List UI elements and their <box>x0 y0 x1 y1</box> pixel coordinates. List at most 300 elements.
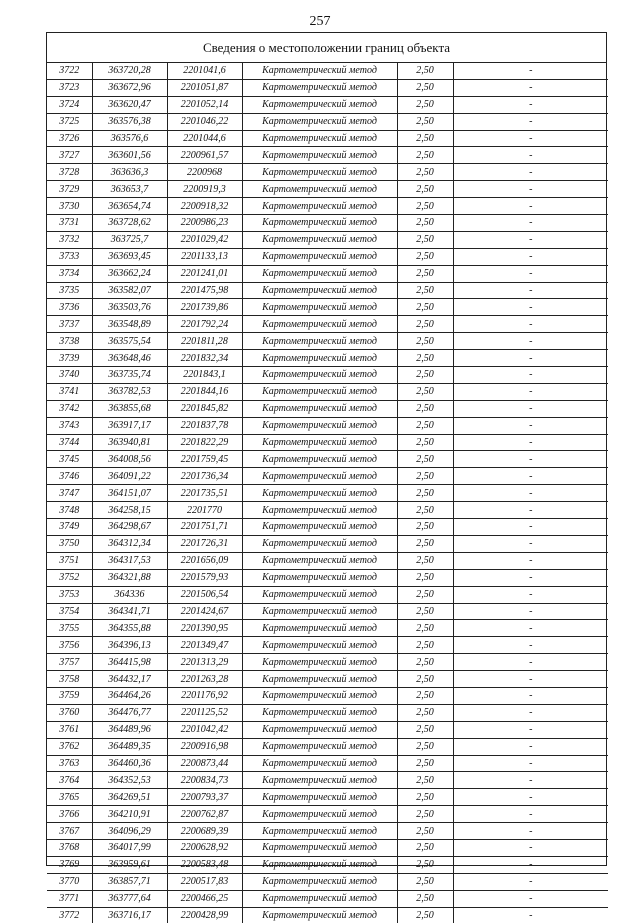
table-row <box>47 215 608 232</box>
accuracy-cell: 2,50 <box>397 519 453 536</box>
table-row <box>47 839 608 856</box>
x-coordinate-cell: 364355,88 <box>92 620 167 637</box>
y-coordinate-cell: 2201044,6 <box>167 130 242 147</box>
y-coordinate-cell: 2201263,28 <box>167 671 242 688</box>
y-coordinate-cell: 2201822,29 <box>167 434 242 451</box>
table-row <box>47 823 608 840</box>
accuracy-cell: 2,50 <box>397 772 453 789</box>
accuracy-cell: 2,50 <box>397 738 453 755</box>
y-coordinate-cell: 2201390,95 <box>167 620 242 637</box>
table-row <box>47 738 608 755</box>
description-cell: - <box>453 248 608 265</box>
description-cell: - <box>453 400 608 417</box>
point-number-cell: 3760 <box>47 704 92 721</box>
y-coordinate-cell: 2200961,57 <box>167 147 242 164</box>
method-cell: Картометрический метод <box>242 282 397 299</box>
description-cell: - <box>453 856 608 873</box>
point-number-cell: 3752 <box>47 569 92 586</box>
table-row <box>47 400 608 417</box>
point-number-cell: 3743 <box>47 417 92 434</box>
accuracy-cell: 2,50 <box>397 282 453 299</box>
description-cell: - <box>453 434 608 451</box>
description-cell: - <box>453 485 608 502</box>
table-row <box>47 316 608 333</box>
method-cell: Картометрический метод <box>242 63 397 79</box>
x-coordinate-cell: 363777,64 <box>92 890 167 907</box>
method-cell: Картометрический метод <box>242 485 397 502</box>
accuracy-cell: 2,50 <box>397 687 453 704</box>
accuracy-cell: 2,50 <box>397 248 453 265</box>
x-coordinate-cell: 363576,38 <box>92 113 167 130</box>
y-coordinate-cell: 2200762,87 <box>167 806 242 823</box>
point-number-cell: 3749 <box>47 519 92 536</box>
point-number-cell: 3734 <box>47 265 92 282</box>
table-row <box>47 282 608 299</box>
x-coordinate-cell: 364017,99 <box>92 839 167 856</box>
y-coordinate-cell: 2201313,29 <box>167 654 242 671</box>
accuracy-cell: 2,50 <box>397 569 453 586</box>
accuracy-cell: 2,50 <box>397 367 453 384</box>
accuracy-cell: 2,50 <box>397 350 453 367</box>
x-coordinate-cell: 363648,46 <box>92 350 167 367</box>
point-number-cell: 3740 <box>47 367 92 384</box>
point-number-cell: 3738 <box>47 333 92 350</box>
point-number-cell: 3737 <box>47 316 92 333</box>
accuracy-cell: 2,50 <box>397 215 453 232</box>
table-row <box>47 333 608 350</box>
table-row <box>47 789 608 806</box>
accuracy-cell: 2,50 <box>397 96 453 113</box>
table-row <box>47 873 608 890</box>
table-row <box>47 552 608 569</box>
method-cell: Картометрический метод <box>242 738 397 755</box>
accuracy-cell: 2,50 <box>397 400 453 417</box>
x-coordinate-cell: 364489,35 <box>92 738 167 755</box>
accuracy-cell: 2,50 <box>397 637 453 654</box>
table-row <box>47 687 608 704</box>
point-number-cell: 3748 <box>47 502 92 519</box>
y-coordinate-cell: 2201735,51 <box>167 485 242 502</box>
table-row <box>47 637 608 654</box>
method-cell: Картометрический метод <box>242 383 397 400</box>
description-cell: - <box>453 654 608 671</box>
method-cell: Картометрический метод <box>242 603 397 620</box>
table-row <box>47 299 608 316</box>
table-row <box>47 113 608 130</box>
description-cell: - <box>453 704 608 721</box>
point-number-cell: 3756 <box>47 637 92 654</box>
method-cell: Картометрический метод <box>242 721 397 738</box>
x-coordinate-cell: 364464,26 <box>92 687 167 704</box>
point-number-cell: 3753 <box>47 586 92 603</box>
description-cell: - <box>453 265 608 282</box>
x-coordinate-cell: 363620,47 <box>92 96 167 113</box>
description-cell: - <box>453 772 608 789</box>
description-cell: - <box>453 299 608 316</box>
y-coordinate-cell: 2200968 <box>167 164 242 181</box>
method-cell: Картометрический метод <box>242 890 397 907</box>
accuracy-cell: 2,50 <box>397 789 453 806</box>
description-cell: - <box>453 586 608 603</box>
y-coordinate-cell: 2201844,16 <box>167 383 242 400</box>
method-cell: Картометрический метод <box>242 130 397 147</box>
point-number-cell: 3731 <box>47 215 92 232</box>
method-cell: Картометрический метод <box>242 839 397 856</box>
y-coordinate-cell: 2200793,37 <box>167 789 242 806</box>
description-cell: - <box>453 738 608 755</box>
table-row <box>47 907 608 923</box>
y-coordinate-cell: 2200517,83 <box>167 873 242 890</box>
page-number: 257 <box>309 14 331 29</box>
y-coordinate-cell: 2201176,92 <box>167 687 242 704</box>
x-coordinate-cell: 364210,91 <box>92 806 167 823</box>
point-number-cell: 3745 <box>47 451 92 468</box>
accuracy-cell: 2,50 <box>397 113 453 130</box>
x-coordinate-cell: 363725,7 <box>92 231 167 248</box>
accuracy-cell: 2,50 <box>397 755 453 772</box>
method-cell: Картометрический метод <box>242 248 397 265</box>
y-coordinate-cell: 2201042,42 <box>167 721 242 738</box>
table-row <box>47 265 608 282</box>
method-cell: Картометрический метод <box>242 620 397 637</box>
x-coordinate-cell: 364415,98 <box>92 654 167 671</box>
accuracy-cell: 2,50 <box>397 671 453 688</box>
description-cell: - <box>453 603 608 620</box>
point-number-cell: 3754 <box>47 603 92 620</box>
y-coordinate-cell: 2201792,24 <box>167 316 242 333</box>
table-row <box>47 96 608 113</box>
point-number-cell: 3755 <box>47 620 92 637</box>
accuracy-cell: 2,50 <box>397 147 453 164</box>
x-coordinate-cell: 364396,13 <box>92 637 167 654</box>
method-cell: Картометрический метод <box>242 468 397 485</box>
description-cell: - <box>453 316 608 333</box>
x-coordinate-cell: 363693,45 <box>92 248 167 265</box>
accuracy-cell: 2,50 <box>397 890 453 907</box>
x-coordinate-cell: 364151,07 <box>92 485 167 502</box>
description-cell: - <box>453 789 608 806</box>
y-coordinate-cell: 2201759,45 <box>167 451 242 468</box>
table-row <box>47 519 608 536</box>
accuracy-cell: 2,50 <box>397 198 453 215</box>
accuracy-cell: 2,50 <box>397 823 453 840</box>
point-number-cell: 3764 <box>47 772 92 789</box>
method-cell: Картометрический метод <box>242 367 397 384</box>
description-cell: - <box>453 451 608 468</box>
point-number-cell: 3751 <box>47 552 92 569</box>
method-cell: Картометрический метод <box>242 164 397 181</box>
method-cell: Картометрический метод <box>242 586 397 603</box>
description-cell: - <box>453 890 608 907</box>
table-row <box>47 130 608 147</box>
table-row <box>47 721 608 738</box>
y-coordinate-cell: 2201726,31 <box>167 535 242 552</box>
table-row <box>47 586 608 603</box>
point-number-cell: 3727 <box>47 147 92 164</box>
x-coordinate-cell: 364298,67 <box>92 519 167 536</box>
method-cell: Картометрический метод <box>242 552 397 569</box>
y-coordinate-cell: 2201811,28 <box>167 333 242 350</box>
y-coordinate-cell: 2201837,78 <box>167 417 242 434</box>
accuracy-cell: 2,50 <box>397 535 453 552</box>
description-cell: - <box>453 79 608 96</box>
description-cell: - <box>453 468 608 485</box>
accuracy-cell: 2,50 <box>397 620 453 637</box>
method-cell: Картометрический метод <box>242 654 397 671</box>
method-cell: Картометрический метод <box>242 755 397 772</box>
method-cell: Картометрический метод <box>242 772 397 789</box>
accuracy-cell: 2,50 <box>397 383 453 400</box>
table-row <box>47 806 608 823</box>
accuracy-cell: 2,50 <box>397 586 453 603</box>
method-cell: Картометрический метод <box>242 147 397 164</box>
point-number-cell: 3757 <box>47 654 92 671</box>
table-row <box>47 856 608 873</box>
table-row <box>47 63 608 79</box>
table-row <box>47 755 608 772</box>
x-coordinate-cell: 364091,22 <box>92 468 167 485</box>
accuracy-cell: 2,50 <box>397 299 453 316</box>
table-row <box>47 417 608 434</box>
accuracy-cell: 2,50 <box>397 721 453 738</box>
table-header-title: Сведения о местоположении границ объекта <box>47 33 606 63</box>
x-coordinate-cell: 363653,7 <box>92 181 167 198</box>
x-coordinate-cell: 363855,68 <box>92 400 167 417</box>
y-coordinate-cell: 2201125,52 <box>167 704 242 721</box>
y-coordinate-cell: 2200428,99 <box>167 907 242 923</box>
point-number-cell: 3741 <box>47 383 92 400</box>
y-coordinate-cell: 2201751,71 <box>167 519 242 536</box>
description-cell: - <box>453 873 608 890</box>
description-cell: - <box>453 383 608 400</box>
description-cell: - <box>453 687 608 704</box>
x-coordinate-cell: 364336 <box>92 586 167 603</box>
accuracy-cell: 2,50 <box>397 316 453 333</box>
method-cell: Картометрический метод <box>242 215 397 232</box>
accuracy-cell: 2,50 <box>397 434 453 451</box>
x-coordinate-cell: 364258,15 <box>92 502 167 519</box>
y-coordinate-cell: 2200583,48 <box>167 856 242 873</box>
y-coordinate-cell: 2200919,3 <box>167 181 242 198</box>
point-number-cell: 3730 <box>47 198 92 215</box>
description-cell: - <box>453 147 608 164</box>
point-number-cell: 3725 <box>47 113 92 130</box>
table-row <box>47 350 608 367</box>
accuracy-cell: 2,50 <box>397 704 453 721</box>
y-coordinate-cell: 2201133,13 <box>167 248 242 265</box>
accuracy-cell: 2,50 <box>397 485 453 502</box>
method-cell: Картометрический метод <box>242 299 397 316</box>
point-number-cell: 3772 <box>47 907 92 923</box>
x-coordinate-cell: 364489,96 <box>92 721 167 738</box>
table-row <box>47 147 608 164</box>
x-coordinate-cell: 363575,54 <box>92 333 167 350</box>
y-coordinate-cell: 2201475,98 <box>167 282 242 299</box>
point-number-cell: 3768 <box>47 839 92 856</box>
method-cell: Картометрический метод <box>242 806 397 823</box>
accuracy-cell: 2,50 <box>397 333 453 350</box>
point-number-cell: 3765 <box>47 789 92 806</box>
description-cell: - <box>453 721 608 738</box>
description-cell: - <box>453 350 608 367</box>
accuracy-cell: 2,50 <box>397 63 453 79</box>
table-row <box>47 569 608 586</box>
method-cell: Картометрический метод <box>242 856 397 873</box>
description-cell: - <box>453 755 608 772</box>
y-coordinate-cell: 2201736,34 <box>167 468 242 485</box>
method-cell: Картометрический метод <box>242 350 397 367</box>
accuracy-cell: 2,50 <box>397 907 453 923</box>
point-number-cell: 3758 <box>47 671 92 688</box>
y-coordinate-cell: 2201506,54 <box>167 586 242 603</box>
y-coordinate-cell: 2200916,98 <box>167 738 242 755</box>
boundary-points-table <box>47 63 608 923</box>
description-cell: - <box>453 535 608 552</box>
method-cell: Картометрический метод <box>242 198 397 215</box>
description-cell: - <box>453 231 608 248</box>
table-row <box>47 468 608 485</box>
x-coordinate-cell: 364312,34 <box>92 535 167 552</box>
x-coordinate-cell: 363548,89 <box>92 316 167 333</box>
y-coordinate-cell: 2201770 <box>167 502 242 519</box>
point-number-cell: 3744 <box>47 434 92 451</box>
y-coordinate-cell: 2200873,44 <box>167 755 242 772</box>
description-cell: - <box>453 215 608 232</box>
x-coordinate-cell: 363601,56 <box>92 147 167 164</box>
x-coordinate-cell: 363662,24 <box>92 265 167 282</box>
y-coordinate-cell: 2201656,09 <box>167 552 242 569</box>
point-number-cell: 3733 <box>47 248 92 265</box>
point-number-cell: 3763 <box>47 755 92 772</box>
method-cell: Картометрический метод <box>242 687 397 704</box>
accuracy-cell: 2,50 <box>397 79 453 96</box>
y-coordinate-cell: 2200986,23 <box>167 215 242 232</box>
method-cell: Картометрический метод <box>242 451 397 468</box>
y-coordinate-cell: 2201843,1 <box>167 367 242 384</box>
point-number-cell: 3728 <box>47 164 92 181</box>
description-cell: - <box>453 164 608 181</box>
table-row <box>47 535 608 552</box>
point-number-cell: 3729 <box>47 181 92 198</box>
x-coordinate-cell: 363654,74 <box>92 198 167 215</box>
point-number-cell: 3723 <box>47 79 92 96</box>
point-number-cell: 3724 <box>47 96 92 113</box>
point-number-cell: 3769 <box>47 856 92 873</box>
x-coordinate-cell: 363720,28 <box>92 63 167 79</box>
y-coordinate-cell: 2201241,01 <box>167 265 242 282</box>
description-cell: - <box>453 198 608 215</box>
y-coordinate-cell: 2201046,22 <box>167 113 242 130</box>
x-coordinate-cell: 364269,51 <box>92 789 167 806</box>
point-number-cell: 3746 <box>47 468 92 485</box>
y-coordinate-cell: 2200918,32 <box>167 198 242 215</box>
description-cell: - <box>453 181 608 198</box>
table-row <box>47 704 608 721</box>
table-row <box>47 367 608 384</box>
y-coordinate-cell: 2201029,42 <box>167 231 242 248</box>
table-row <box>47 451 608 468</box>
table-row <box>47 772 608 789</box>
x-coordinate-cell: 363857,71 <box>92 873 167 890</box>
method-cell: Картометрический метод <box>242 671 397 688</box>
point-number-cell: 3732 <box>47 231 92 248</box>
description-cell: - <box>453 569 608 586</box>
description-cell: - <box>453 806 608 823</box>
accuracy-cell: 2,50 <box>397 839 453 856</box>
point-number-cell: 3735 <box>47 282 92 299</box>
description-cell: - <box>453 63 608 79</box>
method-cell: Картометрический метод <box>242 333 397 350</box>
x-coordinate-cell: 363782,53 <box>92 383 167 400</box>
y-coordinate-cell: 2201041,6 <box>167 63 242 79</box>
accuracy-cell: 2,50 <box>397 130 453 147</box>
x-coordinate-cell: 363576,6 <box>92 130 167 147</box>
accuracy-cell: 2,50 <box>397 164 453 181</box>
y-coordinate-cell: 2201739,86 <box>167 299 242 316</box>
table-row <box>47 198 608 215</box>
x-coordinate-cell: 363917,17 <box>92 417 167 434</box>
table-row <box>47 434 608 451</box>
point-number-cell: 3726 <box>47 130 92 147</box>
x-coordinate-cell: 364321,88 <box>92 569 167 586</box>
accuracy-cell: 2,50 <box>397 417 453 434</box>
description-cell: - <box>453 671 608 688</box>
y-coordinate-cell: 2200628,92 <box>167 839 242 856</box>
method-cell: Картометрический метод <box>242 434 397 451</box>
table-row <box>47 502 608 519</box>
accuracy-cell: 2,50 <box>397 873 453 890</box>
accuracy-cell: 2,50 <box>397 502 453 519</box>
method-cell: Картометрический метод <box>242 400 397 417</box>
accuracy-cell: 2,50 <box>397 181 453 198</box>
description-cell: - <box>453 333 608 350</box>
description-cell: - <box>453 96 608 113</box>
method-cell: Картометрический метод <box>242 265 397 282</box>
point-number-cell: 3766 <box>47 806 92 823</box>
x-coordinate-cell: 364008,56 <box>92 451 167 468</box>
point-number-cell: 3767 <box>47 823 92 840</box>
table-row <box>47 383 608 400</box>
y-coordinate-cell: 2200689,39 <box>167 823 242 840</box>
point-number-cell: 3770 <box>47 873 92 890</box>
method-cell: Картометрический метод <box>242 96 397 113</box>
point-number-cell: 3761 <box>47 721 92 738</box>
table-row <box>47 181 608 198</box>
point-number-cell: 3747 <box>47 485 92 502</box>
x-coordinate-cell: 364317,53 <box>92 552 167 569</box>
y-coordinate-cell: 2200466,25 <box>167 890 242 907</box>
method-cell: Картометрический метод <box>242 113 397 130</box>
y-coordinate-cell: 2201349,47 <box>167 637 242 654</box>
x-coordinate-cell: 363716,17 <box>92 907 167 923</box>
x-coordinate-cell: 363582,07 <box>92 282 167 299</box>
method-cell: Картометрический метод <box>242 316 397 333</box>
accuracy-cell: 2,50 <box>397 856 453 873</box>
description-cell: - <box>529 909 533 921</box>
method-cell: Картометрический метод <box>242 823 397 840</box>
table-row <box>47 231 608 248</box>
description-cell: - <box>453 637 608 654</box>
method-cell: Картометрический метод <box>242 704 397 721</box>
point-number-cell: 3771 <box>47 890 92 907</box>
x-coordinate-cell: 364460,36 <box>92 755 167 772</box>
description-cell: - <box>453 417 608 434</box>
table-row <box>47 671 608 688</box>
description-cell: - <box>453 282 608 299</box>
accuracy-cell: 2,50 <box>397 265 453 282</box>
method-cell: Картометрический метод <box>242 569 397 586</box>
table-row <box>47 164 608 181</box>
